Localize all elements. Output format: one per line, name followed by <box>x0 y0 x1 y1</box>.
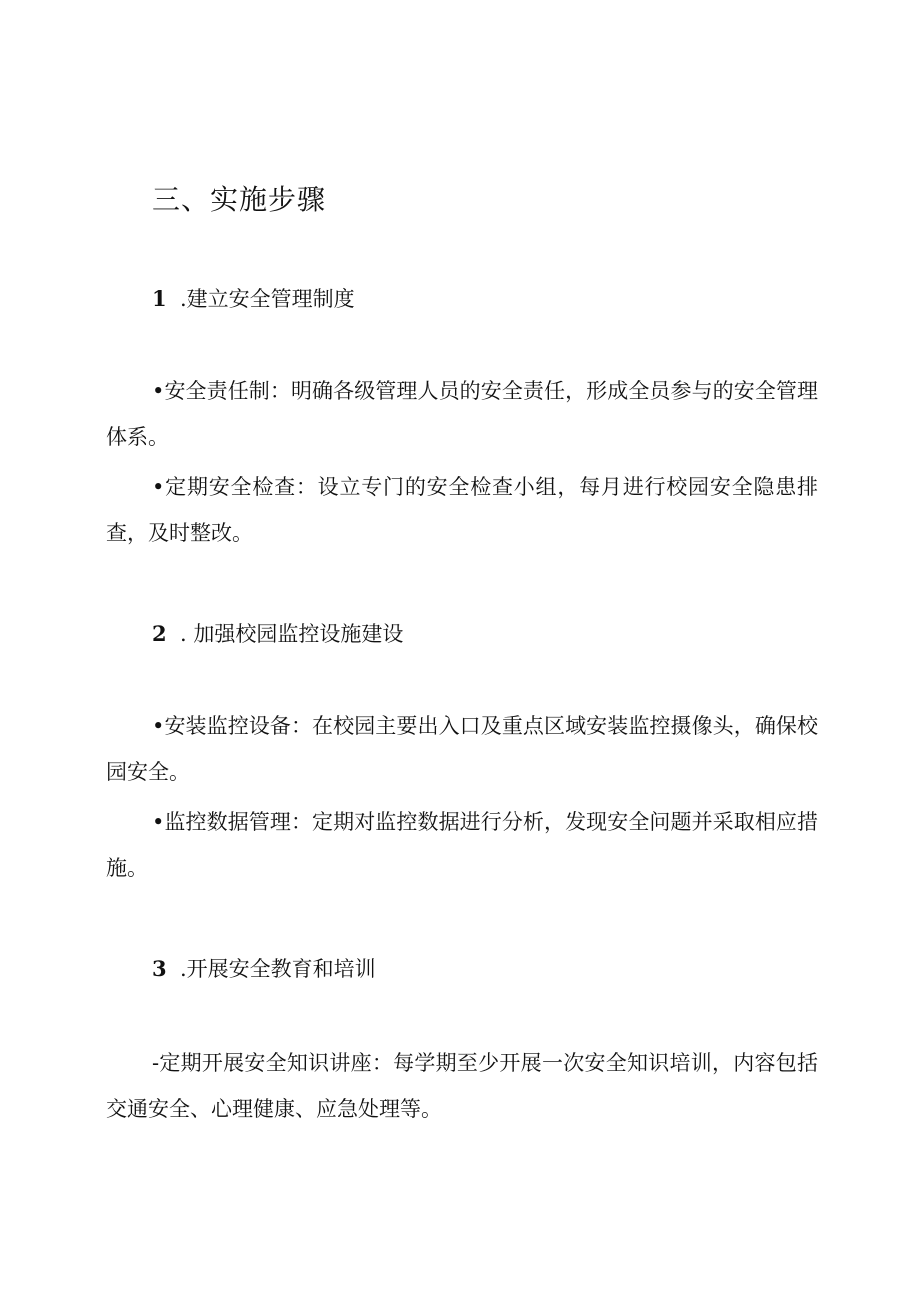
step-number-3: 3 <box>152 956 167 981</box>
step-heading-2 <box>152 619 403 649</box>
step-3-item-1: -定期开展安全知识讲座：每学期至少开展一次安全知识培训，内容包括交通安全、心理健康、应急处理等。 <box>106 1051 818 1121</box>
step-heading-1 <box>152 284 355 314</box>
step-2-item-2: •监控数据管理：定期对监控数据进行分析，发现安全问题并采取相应措施。 <box>106 810 818 880</box>
step-title-3: .开展安全教育和培训 <box>179 957 376 981</box>
step-title-1: .建立安全管理制度 <box>179 287 355 311</box>
section-title: 三、实施步骤 <box>152 183 327 216</box>
step-number-1: 1 <box>152 286 167 311</box>
step-number-2: 2 <box>152 621 167 646</box>
step-1-item-2: •定期安全检查：设立专门的安全检查小组，每月进行校园安全隐患排查，及时整改。 <box>106 475 818 545</box>
step-heading-3 <box>152 954 376 984</box>
step-title-2: . 加强校园监控设施建设 <box>179 622 404 646</box>
step-2-item-1: •安装监控设备：在校园主要出入口及重点区域安装监控摄像头，确保校园安全。 <box>106 714 818 784</box>
step-1-item-1: •安全责任制：明确各级管理人员的安全责任，形成全员参与的安全管理体系。 <box>106 379 818 449</box>
